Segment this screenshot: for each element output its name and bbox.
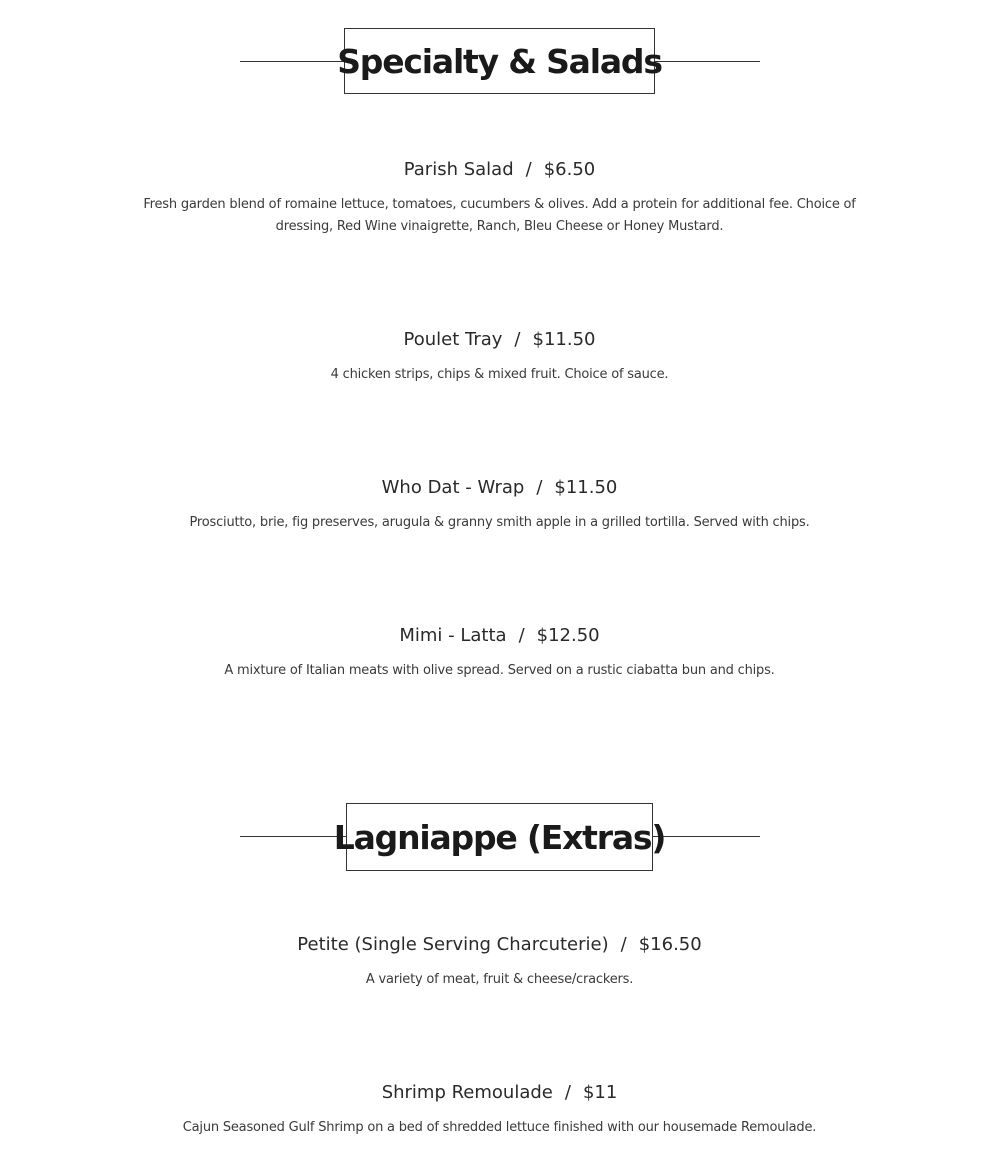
menu-item-price: $12.50 — [536, 625, 600, 646]
menu-item-separator: / — [518, 625, 525, 646]
menu-item-price: $16.50 — [638, 934, 702, 955]
menu-item-price: $11.50 — [554, 477, 618, 498]
menu-item-description: Fresh garden blend of romaine lettuce, tomatoes, cucumbers & olives. Add a protein for additional fee. Choice of dressing, Red Wine vinaigrette, Ranch, Bleu Cheese or Honey Mustard. — [143, 197, 856, 234]
menu-item-name: Parish Salad — [403, 159, 514, 180]
menu-item-description: Prosciutto, brie, fig preserves, arugula & granny smith apple in a grilled tortilla. Served with chips. — [189, 515, 810, 530]
menu-item — [140, 328, 859, 386]
header-rule-left — [240, 836, 346, 837]
menu-item-heading — [140, 1081, 859, 1105]
menu-item — [140, 933, 859, 991]
menu-item-separator: / — [564, 1082, 571, 1103]
menu-item-separator: / — [514, 329, 521, 350]
menu-item-name: Who Dat - Wrap — [381, 477, 525, 498]
section-title-box — [333, 803, 666, 871]
section-header-lagniappe — [240, 803, 760, 871]
section-title-box — [337, 28, 662, 94]
menu-item — [140, 476, 859, 534]
menu-item-price: $11.50 — [532, 329, 596, 350]
menu-item-name: Shrimp Remoulade — [381, 1082, 553, 1103]
menu-item-description: Cajun Seasoned Gulf Shrimp on a bed of shredded lettuce finished with our housemade Remoulade. — [182, 1120, 817, 1135]
menu-item — [140, 158, 859, 238]
menu-item-description: A variety of meat, fruit & cheese/crackers. — [365, 972, 634, 987]
section-header-specialty-salads — [240, 28, 760, 96]
menu-item-name: Mimi - Latta — [399, 625, 507, 646]
menu-item-price: $11 — [582, 1082, 618, 1103]
menu-item-name: Poulet Tray — [403, 329, 503, 350]
menu-item-heading — [140, 476, 859, 500]
header-rule-right — [655, 61, 760, 62]
header-rule-right — [653, 836, 760, 837]
section-title: Lagniappe (Extras) — [333, 817, 666, 857]
menu-item-price: $6.50 — [543, 159, 596, 180]
menu-item-heading — [140, 158, 859, 182]
menu-item — [140, 1081, 859, 1139]
menu-item-separator: / — [536, 477, 543, 498]
menu-item — [140, 624, 859, 682]
menu-item-separator: / — [525, 159, 532, 180]
menu-item-heading — [140, 933, 859, 957]
header-rule-left — [240, 61, 344, 62]
menu-item-separator: / — [620, 934, 627, 955]
section-title: Specialty & Salads — [337, 41, 662, 81]
menu-item-description: 4 chicken strips, chips & mixed fruit. Choice of sauce. — [330, 367, 669, 382]
menu-item-heading — [140, 328, 859, 352]
menu-item-description: A mixture of Italian meats with olive spread. Served on a rustic ciabatta bun and chips. — [224, 663, 775, 678]
menu-item-name: Petite (Single Serving Charcuterie) — [297, 934, 609, 955]
menu-item-heading — [140, 624, 859, 648]
